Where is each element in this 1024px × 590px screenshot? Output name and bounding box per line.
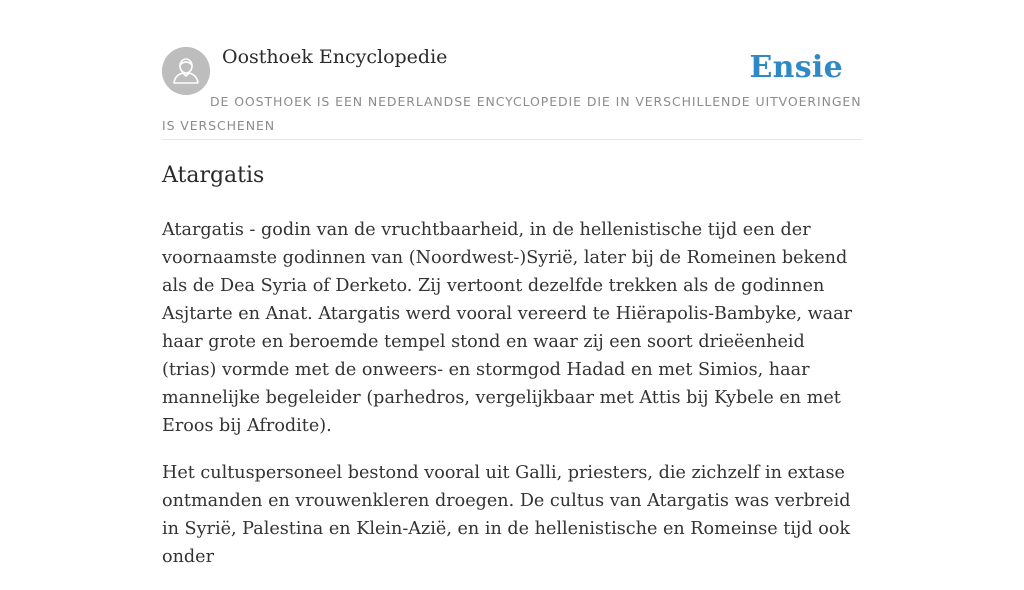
site-name[interactable]: Oosthoek Encyclopedie xyxy=(222,46,448,68)
user-icon-graphic xyxy=(162,47,210,95)
user-icon[interactable] xyxy=(162,47,210,95)
ensie-logo-link[interactable]: Ensie xyxy=(749,50,843,85)
site-tagline: DE OOSTHOEK IS EEN NEDERLANDSE ENCYCLOPEDIE DIE IN VERSCHILLENDE UITVOERINGEN IS VERSCHENEN xyxy=(162,94,862,133)
article-paragraph-1: Atargatis - godin van de vruchtbaarheid, in de hellenistische tijd een der voornaamste godinnen van (Noordwest-)Syrië, later bij de Romeinen bekend als de Dea Syria of Derketo. Zij vertoont dezelfde trekken als de godinnen Asjtarte en Anat. Atargatis werd vooral vereerd te Hiërapolis-Bambyke, waar haar grote en beroemde tempel stond en waar zij een soort drieëenheid (trias) vormde met de onweers- en stormgod Hadad en met Simios, haar mannelijke begeleider (parhedros, vergelijkbaar met Attis bij Kybele en met Eroos bij Afrodite). xyxy=(162,220,853,436)
article-title: Atargatis xyxy=(162,163,265,188)
page-container xyxy=(162,0,862,567)
article-paragraph-2: Het cultuspersoneel bestond vooral uit Galli, priesters, die zichzelf in extase ontmanden en vrouwenkleren droegen. De cultus van Atargatis was verbreid in Syrië, Palestina en Klein-Azië, en in de hellenistische en Romeinse tijd ook onder xyxy=(162,463,851,567)
site-header xyxy=(162,0,862,140)
article-body xyxy=(162,216,862,590)
